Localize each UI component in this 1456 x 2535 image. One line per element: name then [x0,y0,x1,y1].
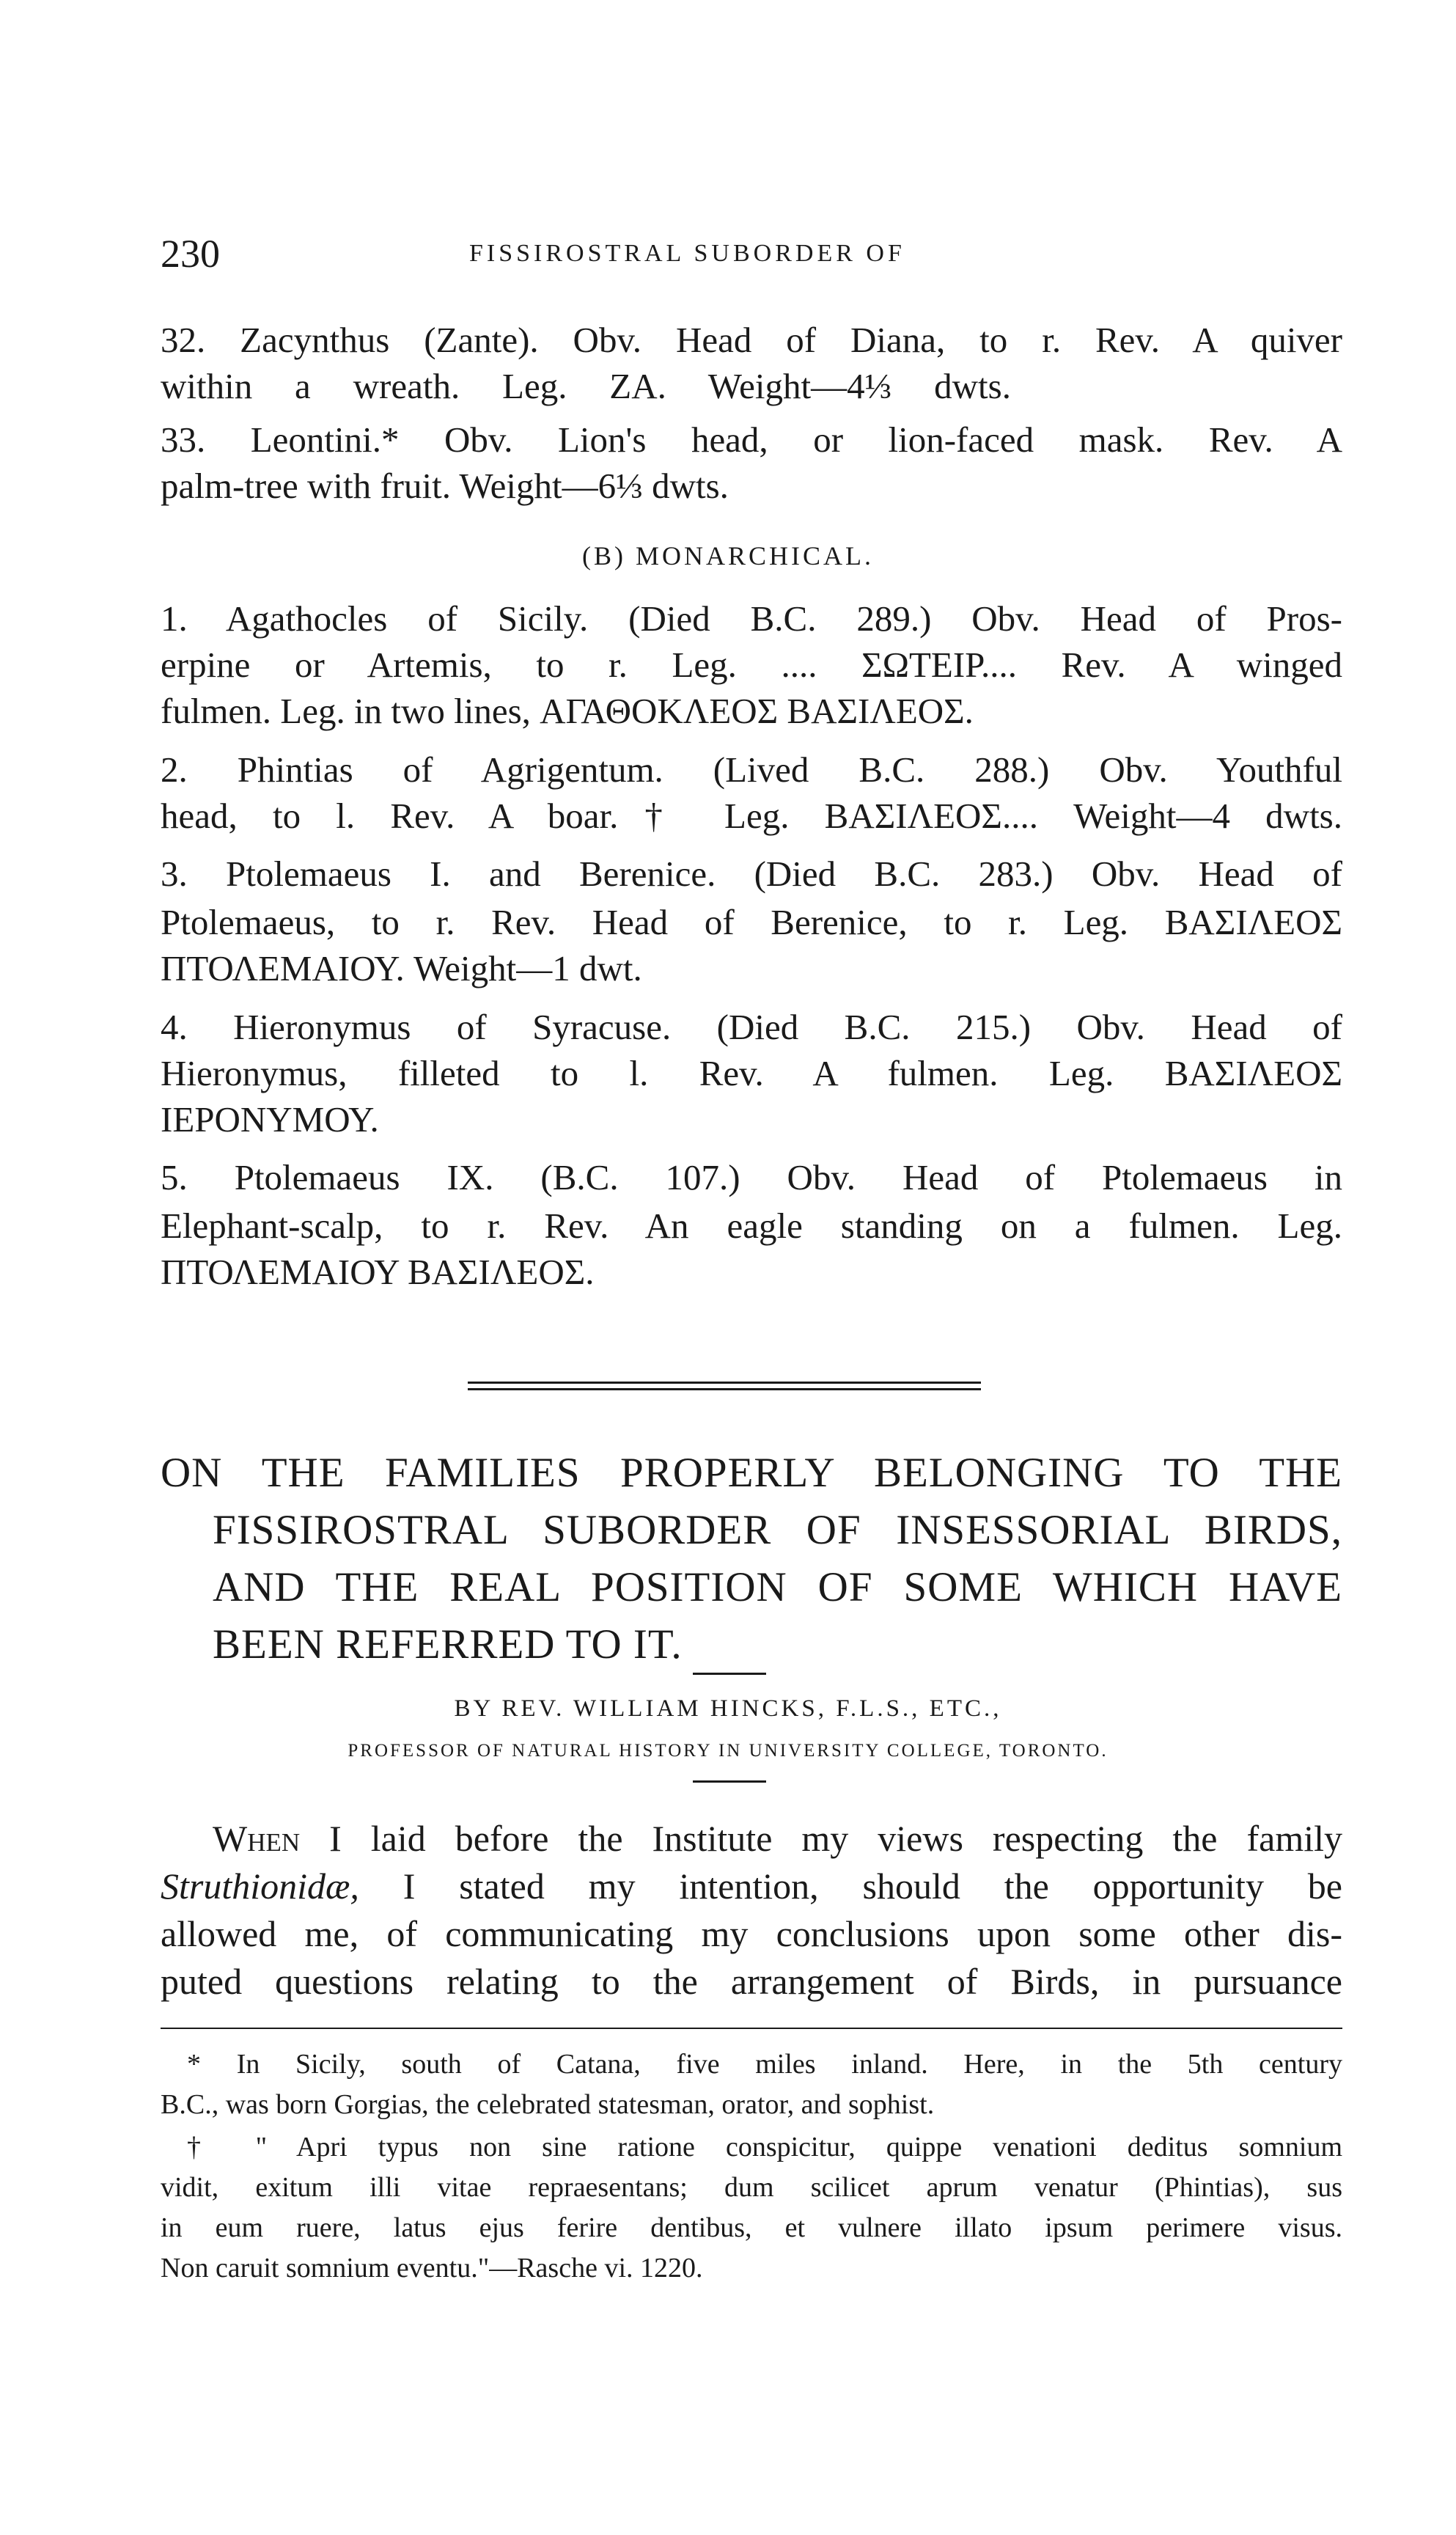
footnote-line: * In Sicily, south of Catana, five miles inland. Here, in the 5th century [187,2049,1342,2080]
text-line: ΠΤΟΛΕΜΑΙΟΥ. Weight—1 dwt. [161,948,642,988]
text-line: erpine or Artemis, to r. Leg. .... ΣΩΤΕΙΡ.... Rev. A winged [161,645,1342,685]
article-title-line: AND THE REAL POSITION OF SOME WHICH HAVE [213,1564,1342,1610]
separator-rule [468,1388,981,1390]
author-byline: BY REV. WILLIAM HINCKS, F.L.S., ETC., [454,1695,1002,1722]
text-line: 2. Phintias of Agrigentum. (Lived B.C. 288.) Obv. Youthful [161,749,1342,790]
text-line: head, to l. Rev. A boar.† Leg. ΒΑΣΙΛΕΟΣ.... Weight—4 dwts. [161,796,1342,836]
section-heading: (B) MONARCHICAL. [581,541,874,571]
text-line: ΙΕΡΟΝΥΜΟΥ. [161,1099,379,1140]
drop-word: When [213,1818,301,1859]
footnote-rule [161,2028,1342,2029]
short-rule [693,1673,766,1675]
text-line: palm-tree with fruit. Weight—6⅓ dwts. [161,466,729,506]
footnote-line: in eum ruere, latus ejus ferire dentibus, et vulnere illato ipsum perimere visus. [161,2212,1342,2243]
text-line: 4. Hieronymus of Syracuse. (Died B.C. 215.) Obv. Head of [161,1007,1342,1047]
text-line: Ptolemaeus, to r. Rev. Head of Berenice, to r. Leg. ΒΑΣΙΛΕΟΣ [161,902,1342,942]
footnote-line: vidit, exitum illi vitae repraesentans; dum scilicet aprum venatur (Phintias), sus [161,2172,1342,2203]
article-title-line: ON THE FAMILIES PROPERLY BELONGING TO THE [161,1450,1342,1496]
text-line: within a wreath. Leg. ZA. Weight—4⅓ dwts. [161,366,1011,406]
paragraph-line: Struthionidæ, I stated my intention, should the opportunity be [161,1866,1342,1907]
text-line: Elephant-scalp, to r. Rev. An eagle standing on a fulmen. Leg. [161,1206,1342,1246]
paragraph-line: When I laid before the Institute my views respecting the family [213,1818,1342,1859]
article-title-line: BEEN REFERRED TO IT. [213,1621,683,1668]
footnote-line: B.C., was born Gorgias, the celebrated statesman, orator, and sophist. [161,2089,935,2120]
article-title-line: FISSIROSTRAL SUBORDER OF INSESSORIAL BIRDS, [213,1507,1342,1553]
text-line: Hieronymus, filleted to l. Rev. A fulmen. Leg. ΒΑΣΙΛΕΟΣ [161,1053,1342,1093]
footnote-line: † " Apri typus non sine ratione conspicitur, quippe venationi deditus somnium [187,2132,1342,2162]
paragraph-line: puted questions relating to the arrangement of Birds, in pursuance [161,1961,1342,2002]
footnote-line: Non caruit somnium eventu."—Rasche vi. 1220. [161,2253,703,2283]
text-line: 3. Ptolemaeus I. and Berenice. (Died B.C. 283.) Obv. Head of [161,854,1342,894]
italic-term: Struthionidæ, [161,1866,359,1907]
text-line: 5. Ptolemaeus IX. (B.C. 107.) Obv. Head of Ptolemaeus in [161,1157,1342,1197]
text-line: fulmen. Leg. in two lines, ΑΓΑΘΟΚΛΕΟΣ ΒΑΣΙΛΕΟΣ. [161,691,974,731]
text-line: 32. Zacynthus (Zante). Obv. Head of Diana, to r. Rev. A quiver [161,320,1342,360]
short-rule [693,1780,766,1783]
text-line: 1. Agathocles of Sicily. (Died B.C. 289.) Obv. Head of Pros- [161,598,1342,639]
separator-rule [468,1382,981,1384]
author-affiliation: PROFESSOR OF NATURAL HISTORY IN UNIVERSITY COLLEGE, TORONTO. [348,1741,1108,1761]
paragraph-line: allowed me, of communicating my conclusions upon some other dis- [161,1913,1342,1954]
page-number: 230 [161,232,220,276]
running-title: FISSIROSTRAL SUBORDER OF [469,240,905,267]
text-line: 33. Leontini.* Obv. Lion's head, or lion-faced mask. Rev. A [161,419,1342,460]
text-line: ΠΤΟΛΕΜΑΙΟΥ ΒΑΣΙΛΕΟΣ. [161,1252,595,1292]
